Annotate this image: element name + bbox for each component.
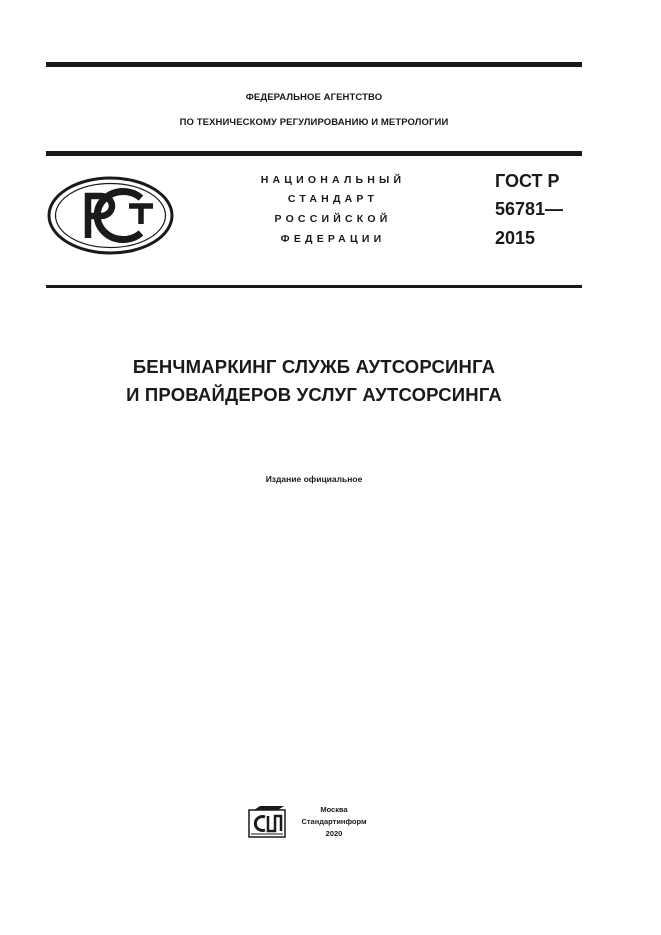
standard-designation-line-1: ГОСТ Р [495, 171, 560, 191]
agency-name-line-2: ПО ТЕХНИЧЕСКОМУ РЕГУЛИРОВАНИЮ И МЕТРОЛОГИИ [179, 117, 449, 128]
top-divider [46, 62, 582, 67]
standard-designation-line-3: 2015 [495, 228, 536, 248]
agency-name-line-1: ФЕДЕРАЛЬНОЕ АГЕНТСТВО [245, 92, 383, 103]
publisher-name: Стандартинформ [301, 817, 367, 826]
document-title-line-1: БЕНЧМАРКИНГ СЛУЖБ АУТСОРСИНГА [132, 356, 496, 377]
standartinform-logo-icon [248, 806, 286, 838]
publisher-city: Москва [320, 805, 348, 814]
standard-type-line-3: РОССИЙСКОЙ [274, 213, 392, 225]
document-title-line-2: И ПРОВАЙДЕРОВ УСЛУГ АУТСОРСИНГА [126, 384, 502, 405]
standard-type-line-1: НАЦИОНАЛЬНЫЙ [260, 174, 406, 186]
standard-type-line-4: ФЕДЕРАЦИИ [280, 233, 386, 245]
standard-designation-line-2: 56781— [495, 199, 564, 219]
rst-certification-mark-icon [47, 176, 174, 255]
publication-year: 2020 [325, 829, 343, 838]
edition-label: Издание официальное [265, 474, 363, 484]
header-divider [46, 151, 582, 156]
title-divider [46, 285, 582, 288]
standard-type-line-2: СТАНДАРТ [287, 193, 379, 205]
